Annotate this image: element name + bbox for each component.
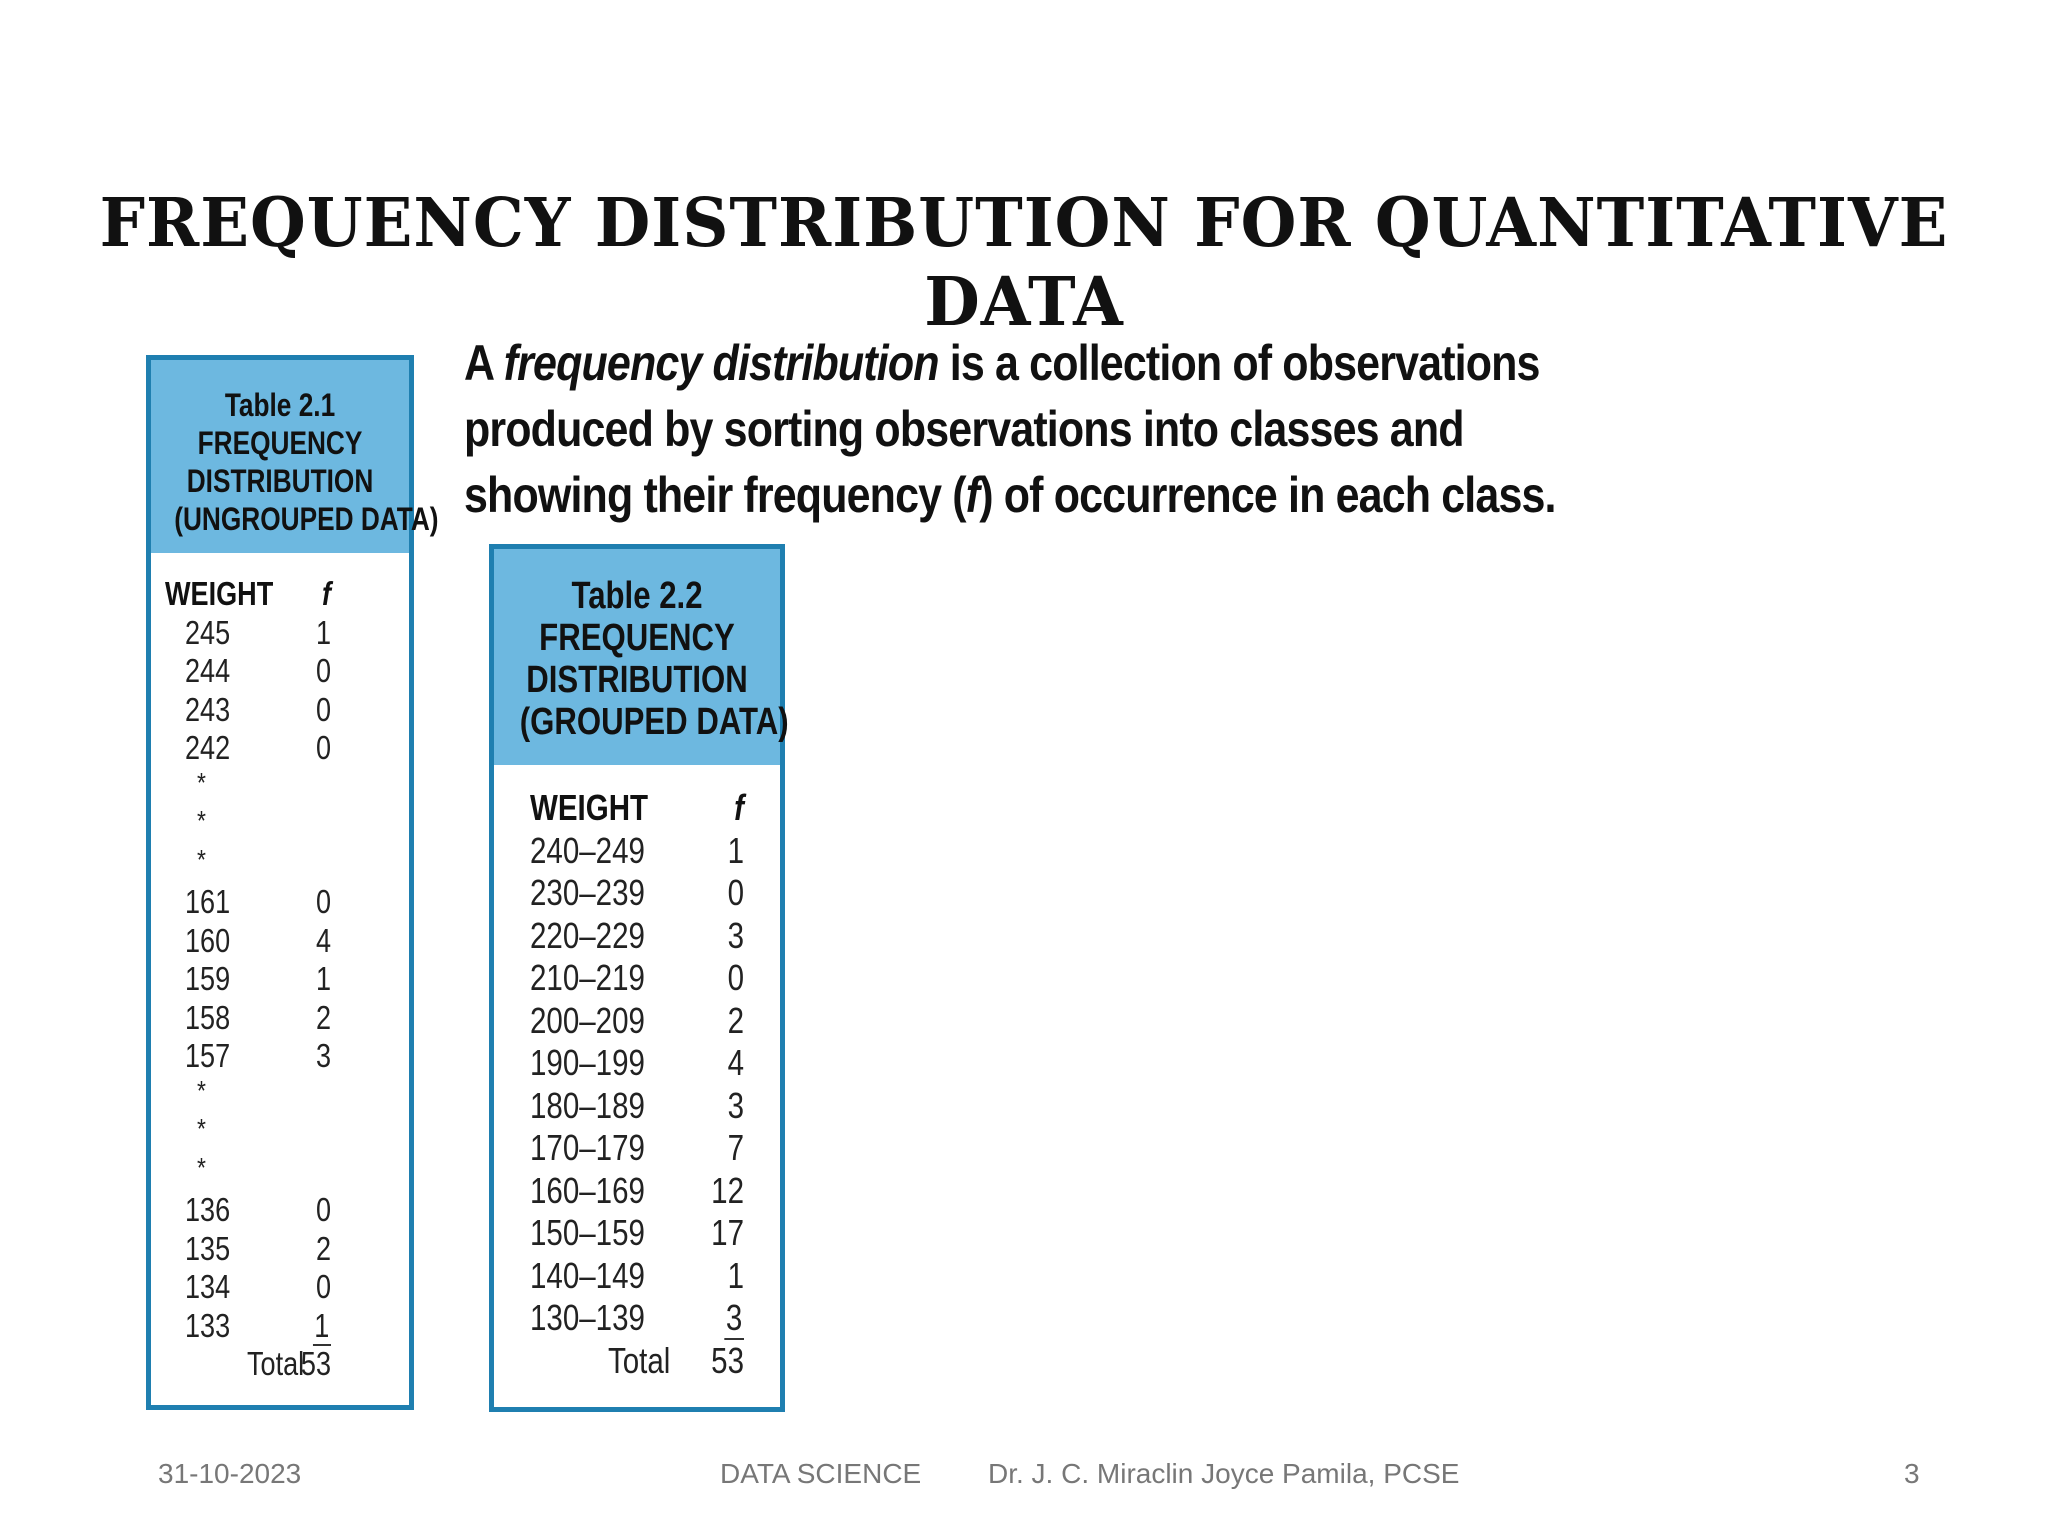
weight-cell: 150–159 (530, 1212, 645, 1253)
table-grouped-title-line: DISTRIBUTION (526, 659, 748, 701)
ellipsis-marker: * (197, 1151, 206, 1183)
frequency-cell: 3 (727, 1084, 744, 1126)
frequency-cell: 4 (727, 1042, 744, 1083)
footer-author: Dr. J. C. Miraclin Joyce Pamila, PCSE (988, 1458, 1460, 1489)
table-grouped-title-line: (GROUPED DATA) (519, 701, 789, 743)
weight-cell: 158 (185, 998, 231, 1036)
frequency-cell: 2 (315, 998, 331, 1036)
footer-page-number: 3 (1904, 1458, 1920, 1489)
frequency-cell: 0 (315, 883, 331, 920)
weight-cell: 220–229 (530, 914, 645, 956)
table-ungrouped-title-line: DISTRIBUTION (186, 463, 374, 499)
weight-cell: 136 (185, 1191, 231, 1228)
frequency-cell: 4 (315, 921, 331, 959)
total-value: 53 (300, 1345, 331, 1382)
weight-cell: 160–169 (530, 1169, 645, 1211)
frequency-cell: 0 (315, 1268, 331, 1305)
weight-cell: 230–239 (530, 872, 645, 913)
definition-term: frequency distribution (503, 335, 939, 391)
weight-cell: 240–249 (530, 829, 645, 871)
weight-cell: 200–209 (530, 999, 645, 1041)
weight-cell: 243 (185, 690, 231, 728)
definition-part-3: ) of occurrence in each class. (979, 467, 1556, 523)
frequency-cell: 1 (315, 613, 331, 651)
weight-column-header: WEIGHT (530, 787, 649, 828)
frequency-column-header: f (734, 787, 744, 828)
weight-column-header: WEIGHT (165, 575, 274, 612)
weight-cell: 133 (185, 1306, 231, 1344)
weight-cell: 159 (185, 960, 231, 997)
frequency-cell: 2 (315, 1229, 331, 1267)
weight-cell: 135 (185, 1229, 231, 1267)
frequency-cell: 3 (315, 1037, 331, 1074)
total-label: Total (247, 1345, 305, 1382)
ellipsis-marker: * (197, 843, 206, 875)
frequency-cell: 0 (315, 652, 331, 689)
total-value: 53 (711, 1339, 744, 1381)
weight-cell: 180–189 (530, 1084, 645, 1126)
frequency-cell: 1 (315, 960, 331, 997)
table-ungrouped-header (151, 360, 439, 553)
weight-cell: 190–199 (530, 1042, 645, 1083)
weight-cell: 140–149 (530, 1254, 645, 1296)
definition-f-symbol: f (965, 467, 980, 523)
table-ungrouped-title-line: Table 2.1 (224, 387, 336, 423)
weight-cell: 244 (185, 652, 231, 689)
definition-text (464, 330, 1599, 528)
frequency-cell: 0 (315, 1191, 331, 1228)
frequency-cell: 0 (727, 872, 744, 913)
table-grouped (489, 544, 789, 1412)
table-grouped-title-line: Table 2.2 (571, 575, 703, 617)
frequency-cell: 3 (727, 914, 744, 956)
frequency-cell: 0 (315, 690, 331, 728)
frequency-cell: 17 (711, 1212, 744, 1253)
footer-course: DATA SCIENCE (720, 1458, 922, 1489)
weight-cell: 210–219 (530, 957, 645, 998)
slide-title: FREQUENCY DISTRIBUTION FOR QUANTITATIVE DATA (99, 184, 1949, 342)
weight-cell: 134 (185, 1268, 231, 1305)
frequency-cell: 0 (315, 729, 331, 766)
frequency-cell: 3 (725, 1297, 743, 1338)
table-ungrouped (146, 355, 439, 1410)
ellipsis-marker: * (197, 1113, 206, 1144)
table-grouped-title-line: FREQUENCY (539, 617, 735, 659)
frequency-cell: 12 (711, 1169, 744, 1211)
ellipsis-marker: * (197, 1074, 206, 1106)
weight-cell: 130–139 (530, 1297, 645, 1338)
weight-cell: 157 (185, 1037, 231, 1074)
table-ungrouped-title-line: (UNGROUPED DATA) (174, 501, 439, 537)
weight-cell: 242 (185, 729, 231, 766)
frequency-cell: 1 (727, 1254, 744, 1296)
definition-part-1: A (464, 335, 504, 391)
frequency-cell: 2 (727, 999, 744, 1041)
ellipsis-marker: * (197, 805, 206, 836)
weight-cell: 160 (185, 921, 231, 959)
frequency-cell: 0 (727, 957, 744, 998)
weight-cell: 161 (185, 883, 231, 920)
table-grouped-header (494, 549, 789, 765)
ellipsis-marker: * (197, 766, 206, 798)
definition-part-2: is a collection of observations produced by sorting observations into classes and showing their frequency ( (464, 335, 1540, 523)
total-label: Total (608, 1339, 671, 1381)
frequency-cell: 1 (314, 1306, 330, 1344)
frequency-column-header: f (321, 575, 331, 612)
frequency-cell: 1 (727, 829, 744, 871)
footer-date: 31-10-2023 (158, 1458, 302, 1489)
weight-cell: 170–179 (530, 1127, 645, 1168)
table-ungrouped-title-line: FREQUENCY (197, 425, 363, 461)
frequency-cell: 7 (727, 1127, 744, 1168)
weight-cell: 245 (185, 613, 231, 651)
